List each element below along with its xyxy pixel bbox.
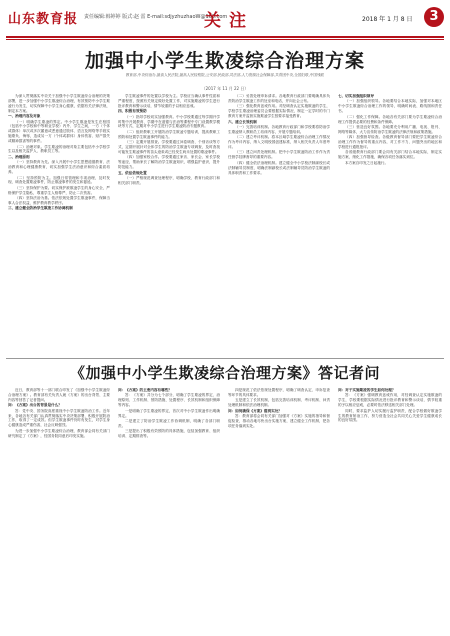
page-number-badge: 3 <box>424 7 444 27</box>
paragraph: （一）加强组织领导。各地要结合本地实际，加强对本地区中小学生欺凌综合治理工作的领导，明确时间表、路线图和责任书。 <box>338 99 442 114</box>
article1-column-3 <box>228 94 330 354</box>
paragraph: 四、积极有效预防 <box>118 109 147 114</box>
paragraph: （三）定期开展排查。学校要通过问卷调查、个别访谈等方式，定期开展针对全体学生的防治学生欺凌专项调查，及时查找可能发生欺凌事件的苗头迹象或已经发生尚未处置的欺凌事件。 <box>118 140 220 154</box>
paragraph: （三）强化教育惩戒作用。对经调查认定实施欺凌的学生，学校学生欺凌治理委员会要根据实际情况，制定一定学时的专门教育方案并监督实施欺凌学生按要求接受教育。 <box>228 104 330 119</box>
paragraph: （一）严格规范调查处理程序，明确学校、教育行政部门和相关部门职责。 <box>118 176 220 185</box>
paragraph: 三是提出了积极有效预防的具体措施，包括加强教育、组织培训、定期排查等。 <box>118 429 220 439</box>
paragraph: 五是建立了长效机制，包括完善培训机制、考评机制、问责处理机制和依法治理机制。 <box>228 398 330 408</box>
paragraph: 近日，教育部等十一部门联合印发了《加强中小学生欺凌综合治理方案》。教育部有关负责人就《方案》的出台背景、主要内容等回答了记者提问。 <box>8 388 110 402</box>
article2-column-2 <box>118 388 220 632</box>
paragraph: （四）坚持法治为基。依法依规处置学生欺凌事件，保障当事人合法权益，维护教育教学秩序。 <box>8 196 110 206</box>
issue-date: 2018 年 1 月 8 日 <box>362 16 413 23</box>
paragraph: 问：如何确保《方案》落到实处？ <box>228 408 282 413</box>
paragraph: 一、治理内容及对象 <box>8 114 41 119</box>
paragraph: （二）妥善处理申诉请求。各地教育行政部门要明确具体负责防治学生欺凌工作的处室和电话，并向社会公布。 <box>228 94 330 103</box>
paragraph: 问：《方案》出台的背景是什么？ <box>8 403 62 408</box>
paragraph: （二）建立考评机制。将本区域学生欺凌综合治理工作情况作为考评内容，纳入文明校园创建标准，纳入相关负责人年度考评。 <box>228 135 330 150</box>
article1-column-1 <box>8 94 110 354</box>
article2-column-4 <box>338 388 442 632</box>
article2-column-3 <box>228 388 330 632</box>
newspaper-logo: 山东教育报 <box>8 12 79 27</box>
paragraph: 五、依法依规处置 <box>118 170 147 175</box>
paragraph: （四）加强督导检查。各级教育督导部门要把学生欺凌综合治理工作作为督导的重点内容，对工作不力、问题突出的地区和学校进行通报批评。 <box>338 135 442 150</box>
paragraph: （二）组织教职工开展防治学生欺凌专题培训，提高教职工预防和处置学生欺凌事件的能力。 <box>118 129 220 139</box>
article1-date: （2017 年 11 月 22 日） <box>201 86 249 91</box>
paragraph: 为深入贯彻落实中央关于加强中小学生欺凌综合治理的决策部署，进一步加强中小学生欺凌综合治理，有效预防中小学生欺凌行为发生，切实保障中小学生身心健康，依据有关法律法规，制定本方案。 <box>8 94 110 113</box>
paragraph: 二、治理原则 <box>8 154 30 159</box>
paragraph: 一是明确了学生欺凌的界定，首次对中小学生欺凌作出明确界定。 <box>118 408 220 418</box>
paragraph: （二）强化工作保障。各地各有关部门要为学生欺凌综合治理工作提供必要的经费和条件保障。 <box>338 114 442 124</box>
paragraph: 问：《方案》的主要内容有哪些？ <box>118 388 172 392</box>
paragraph: 七、切实加强组织领导 <box>338 94 374 98</box>
paragraph: 三、建立健全防治学生欺凌工作协调机制 <box>8 206 73 211</box>
paragraph: 为进一步加强中小学生欺凌综合治理，教育部会同有关部门研究制定了《方案》，经国务院同意后印发实施。 <box>8 428 110 438</box>
paragraph: 问：对于实施欺凌的学生如何处理？ <box>338 388 396 392</box>
paragraph: 各省级教育行政部门要会同有关部门结合本地实际，制定实施方案，细化工作措施，确保各项任务落实到位。 <box>338 150 442 160</box>
article1-byline: 教育部,中央综治办,最高人民法院,最高人民检察院,公安部,民政部,司法部,人力资源社会保障部,共青团中央,全国妇联,中国残联 <box>125 73 325 77</box>
paragraph: 二是建立了防治学生欺凌工作协调机制，明确了各部门职责。 <box>118 418 220 428</box>
paragraph: 本方案自印发之日起施行。 <box>345 160 389 165</box>
paragraph: （一）完善培训机制。各地教育行政部门和学校要将防治学生欺凌纳入教职员工培训内容，开展专题培训。 <box>228 124 330 134</box>
paragraph: 答：教育部将会同有关部门加强对《方案》实施的指导和督促检查，推动各地尽快出台实施方案，建立健全工作机制，把各项任务落到实处。 <box>228 414 330 428</box>
article2-column-1 <box>8 388 110 632</box>
paragraph: 六、建立长效机制 <box>228 119 257 124</box>
section-title: 关注 <box>204 11 254 31</box>
paragraph: （三）营造良好氛围。各地要充分利用广播、电视、报刊、网络等媒体，大力宣传防治学生欺凌的法律法规和政策措施。 <box>338 124 442 134</box>
article2-title: 《加强中小学生欺凌综合治理方案》答记者问 <box>69 364 380 382</box>
header-rule-thin <box>6 39 444 40</box>
header-rule <box>6 36 444 38</box>
paragraph: （三）建立问责处理机制。把中小学生欺凌防治工作作为责任督学挂牌督导的重要内容。 <box>228 150 330 160</box>
paragraph: （一）指导学校切实加强教育。中小学校要通过每学期开学时集中开展教育、学期中在道德与法治等课程中专门设置教学模块等方式，定期对中小学生进行学生欺凌防治专题教育。 <box>118 114 220 129</box>
article1-title: 加强中小学生欺凌综合治理方案 <box>84 50 365 72</box>
paragraph: 答：《方案》强调教育惩戒作用，对经调查认定实施欺凌的学生，学校要根据实际情况进行批评教育和警示谈话，情节较重的予以相应惩戒，必要时依法移送相关部门处理。 <box>338 393 442 408</box>
paragraph: （四）加强家校合作。学校要通过家访、家长会、家长学校等途径，帮助家长了解防治学生欺凌知识，增强监护意识，提升防范能力。 <box>118 155 220 170</box>
paragraph: 答：《方案》共分为七个部分，明确了学生欺凌的界定、治理原则、工作机制、预防措施、处置程序、长效机制和组织保障等内容。 <box>118 393 220 408</box>
paragraph: （二）治理对象。学生欺凌的治理对象主要包括中小学校学生以及相关监护人、教职员工等。 <box>8 144 110 154</box>
paragraph: （四）健全依法治理机制。建立健全中小学校法制副校长或法制辅导员制度，明确法制副校长或法制辅导员防治学生欺凌的具体职责和工作要求。 <box>228 160 330 175</box>
paragraph: （三）坚持保护为要。切实保护被欺凌学生的身心安全，严格保护学生隐私，尊重学生人格尊严，防止二次伤害。 <box>8 185 110 195</box>
paragraph: （一）坚持教育为先。深入开展中小学生思想道德教育、法治教育和心理健康教育，切实加强学生法治意识和综合素质培养。 <box>8 160 110 175</box>
paragraph: 四是规范了依法依规处置程序，明确了调查认定、申诉复查等环节的具体要求。 <box>228 388 330 397</box>
editor-info: 责任编辑:韩婷婷 版式:赵 雷 E-mail:sdjyzhuzhaoW@163.com <box>84 14 228 20</box>
paragraph: 答：党中央、国务院高度重视中小学生欺凌防治工作。近年来，各地各有关部门认真贯彻落实中央决策部署，积极开展防治工作，取得了一定成效。但学生欺凌事件仍时有发生，对学生身心健康造成严重伤害，社会反映强烈。 <box>8 408 110 428</box>
paragraph: （二）坚持预防为主。加强日常管理和专项治理，及时发现、调查处置欺凌事件，防止欺凌事件的发生和蔓延。 <box>8 175 110 185</box>
article1-column-2 <box>118 94 220 354</box>
paragraph: 学生欺凌事件的处置以学校为主。学校应当确认事件性质和严重程度，按照有关规定做好处置工作，对实施欺凌的学生进行批评教育和警示谈话，情节较重的予以相应惩戒。 <box>118 94 220 108</box>
paragraph: 同时，要求监护人切实履行监护职责，配合学校做好欺凌学生的教育矫治工作，努力营造全社会共同关心关爱学生健康成长的良好氛围。 <box>338 408 442 423</box>
article-divider <box>6 358 444 359</box>
paragraph: （一）明确学生欺凌的界定。中小学生欺凌是发生在校园（包括中小学校和中等职业学校）内外、学生之间，一方（个体或群体）单次或多次蓄意或恶意通过肢体、语言及网络等手段实施欺负、侮辱，造成另一方（个体或群体）身体伤害、财产损失或精神损害等的事件。 <box>8 119 110 144</box>
article1-column-4 <box>338 94 442 354</box>
masthead <box>6 4 444 34</box>
